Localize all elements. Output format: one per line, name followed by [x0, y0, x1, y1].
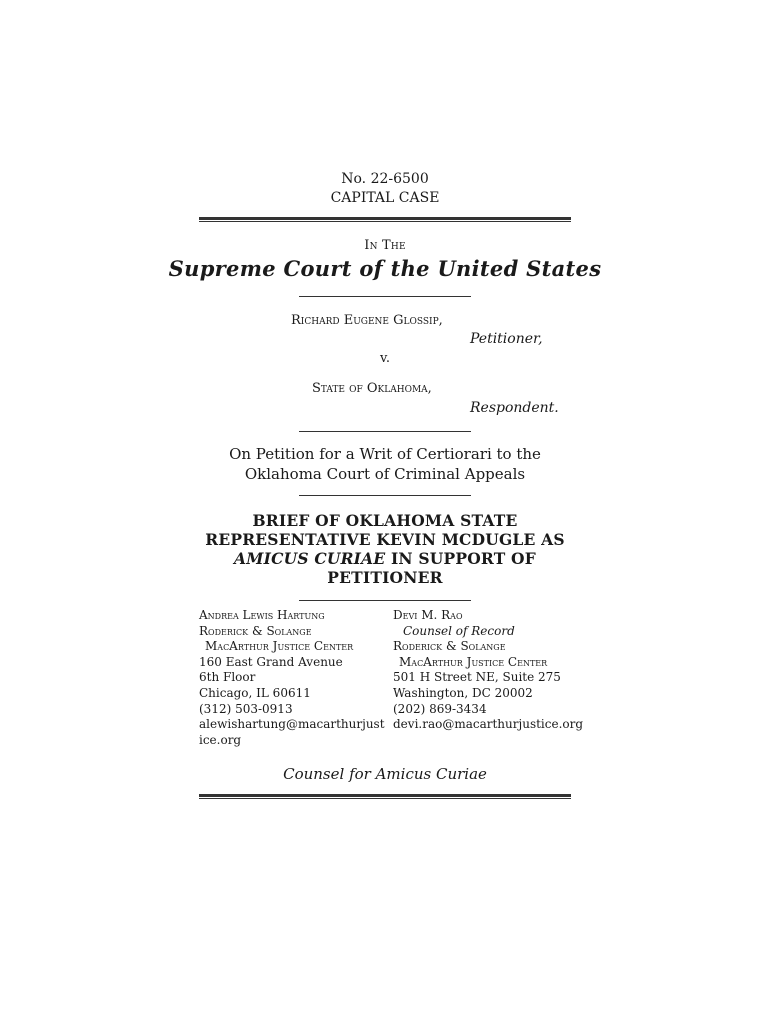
counsel-right-city: Washington, DC 20002 — [393, 685, 533, 700]
counsel-left-email-2: ice.org — [199, 732, 242, 747]
counsel-for-amicus: Counsel for Amicus Curiae — [283, 765, 487, 783]
respondent-name: State of Oklahoma, — [312, 381, 432, 396]
divider-4 — [299, 600, 471, 601]
divider-2 — [299, 431, 471, 432]
respondent-role: Respondent. — [470, 400, 559, 416]
counsel-right-name: Devi M. Rao — [393, 608, 463, 622]
brief-title-line-1: BRIEF OF OKLAHOMA STATE — [252, 511, 518, 530]
brief-title-line-2: REPRESENTATIVE KEVIN MCDUGLE AS — [205, 530, 565, 549]
divider-3 — [299, 495, 471, 496]
petitioner-role: Petitioner, — [470, 331, 543, 347]
bottom-divider — [199, 794, 571, 799]
counsel-left-email-1: alewishartung@macarthurjust — [199, 717, 385, 732]
case-type: CAPITAL CASE — [330, 190, 440, 206]
counsel-right-phone: (202) 869-3434 — [393, 701, 487, 716]
top-divider — [199, 217, 571, 222]
counsel-right-block — [393, 608, 584, 733]
counsel-left-address-2: 6th Floor — [199, 670, 256, 685]
in-the-label: In The — [364, 238, 406, 253]
petition-line-1: On Petition for a Writ of Certiorari to the — [229, 445, 541, 463]
counsel-left-phone: (312) 503-0913 — [199, 701, 293, 716]
case-number: No. 22-6500 — [341, 171, 429, 187]
brief-title — [0, 511, 770, 587]
counsel-left-org-1: Roderick & Solange — [199, 623, 312, 638]
amicus-curiae-italic: AMICUS CURIAE — [234, 549, 386, 568]
petitioner-name: Richard Eugene Glossip, — [291, 313, 443, 328]
divider-1 — [299, 296, 471, 297]
counsel-left-address-1: 160 East Grand Avenue — [199, 654, 343, 669]
counsel-right-org-1: Roderick & Solange — [393, 639, 506, 654]
counsel-left-block — [199, 608, 389, 748]
counsel-left-name: Andrea Lewis Hartung — [199, 608, 325, 622]
brief-title-line-4: PETITIONER — [327, 568, 443, 587]
court-name: Supreme Court of the United States — [168, 256, 602, 281]
versus-label: v. — [380, 351, 390, 366]
counsel-right-role: Counsel of Record — [403, 623, 515, 638]
case-header — [0, 170, 770, 208]
counsel-left-org-2: MacArthur Justice Center — [205, 639, 354, 654]
counsel-left-city: Chicago, IL 60611 — [199, 685, 311, 700]
brief-title-line-3 — [0, 549, 770, 568]
counsel-right-email: devi.rao@macarthurjustice.org — [393, 717, 584, 732]
brief-title-line-3-rest: IN SUPPORT OF — [385, 549, 536, 568]
counsel-right-address-1: 501 H Street NE, Suite 275 — [393, 670, 561, 685]
counsel-right-org-2: MacArthur Justice Center — [399, 654, 548, 669]
petition-text — [0, 444, 770, 484]
petition-line-2: Oklahoma Court of Criminal Appeals — [244, 465, 526, 483]
